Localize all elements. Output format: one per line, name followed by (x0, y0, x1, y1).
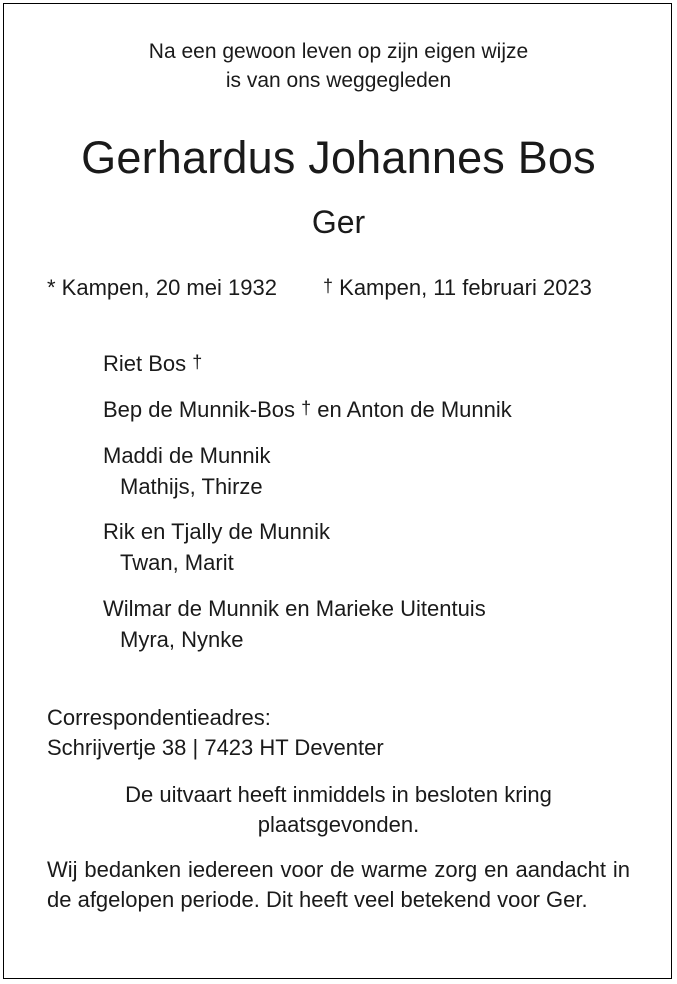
family-maddi-children: Mathijs, Thirze (120, 474, 263, 499)
funeral-line-1: De uitvaart heeft inmiddels in besloten kring (125, 782, 552, 807)
family-wilmar: Wilmar de Munnik en Marieke Uitentuis (103, 596, 486, 621)
family-rik: Rik en Tjally de Munnik (103, 519, 331, 544)
cross-icon: † (301, 398, 312, 418)
correspondence-label: Correspondentieadres: (47, 705, 271, 730)
cross-icon: † (192, 352, 203, 372)
thanks-paragraph: Wij bedanken iedereen voor de warme zorg en aandacht in de afgelopen periode. Dit heeft veel betekend voor Ger. (47, 857, 630, 912)
intro-line-2: is van ons weggegleden (225, 69, 452, 92)
family-bep-name: Bep de Munnik-Bos (103, 397, 295, 422)
funeral-line-2: plaatsgevonden. (257, 812, 420, 837)
correspondence-address: Schrijvertje 38 | 7423 HT Deventer (47, 735, 384, 760)
birth-info: * Kampen, 20 mei 1932 (47, 275, 277, 300)
death-cross-icon: † (323, 276, 334, 296)
family-riet-name: Riet Bos (103, 351, 187, 376)
deceased-name: Gerhardus Johannes Bos (81, 132, 596, 183)
death-info (323, 273, 592, 304)
family-rik-children: Twan, Marit (120, 550, 234, 575)
family-bep-partner: en Anton de Munnik (317, 397, 512, 422)
family-bep (103, 395, 512, 426)
intro-line-1: Na een gewoon leven op zijn eigen wijze (148, 40, 529, 63)
family-wilmar-children: Myra, Nynke (120, 627, 244, 652)
family-riet (103, 349, 202, 380)
death-text: Kampen, 11 februari 2023 (339, 275, 592, 300)
deceased-nickname: Ger (311, 204, 366, 240)
family-maddi: Maddi de Munnik (103, 443, 271, 468)
